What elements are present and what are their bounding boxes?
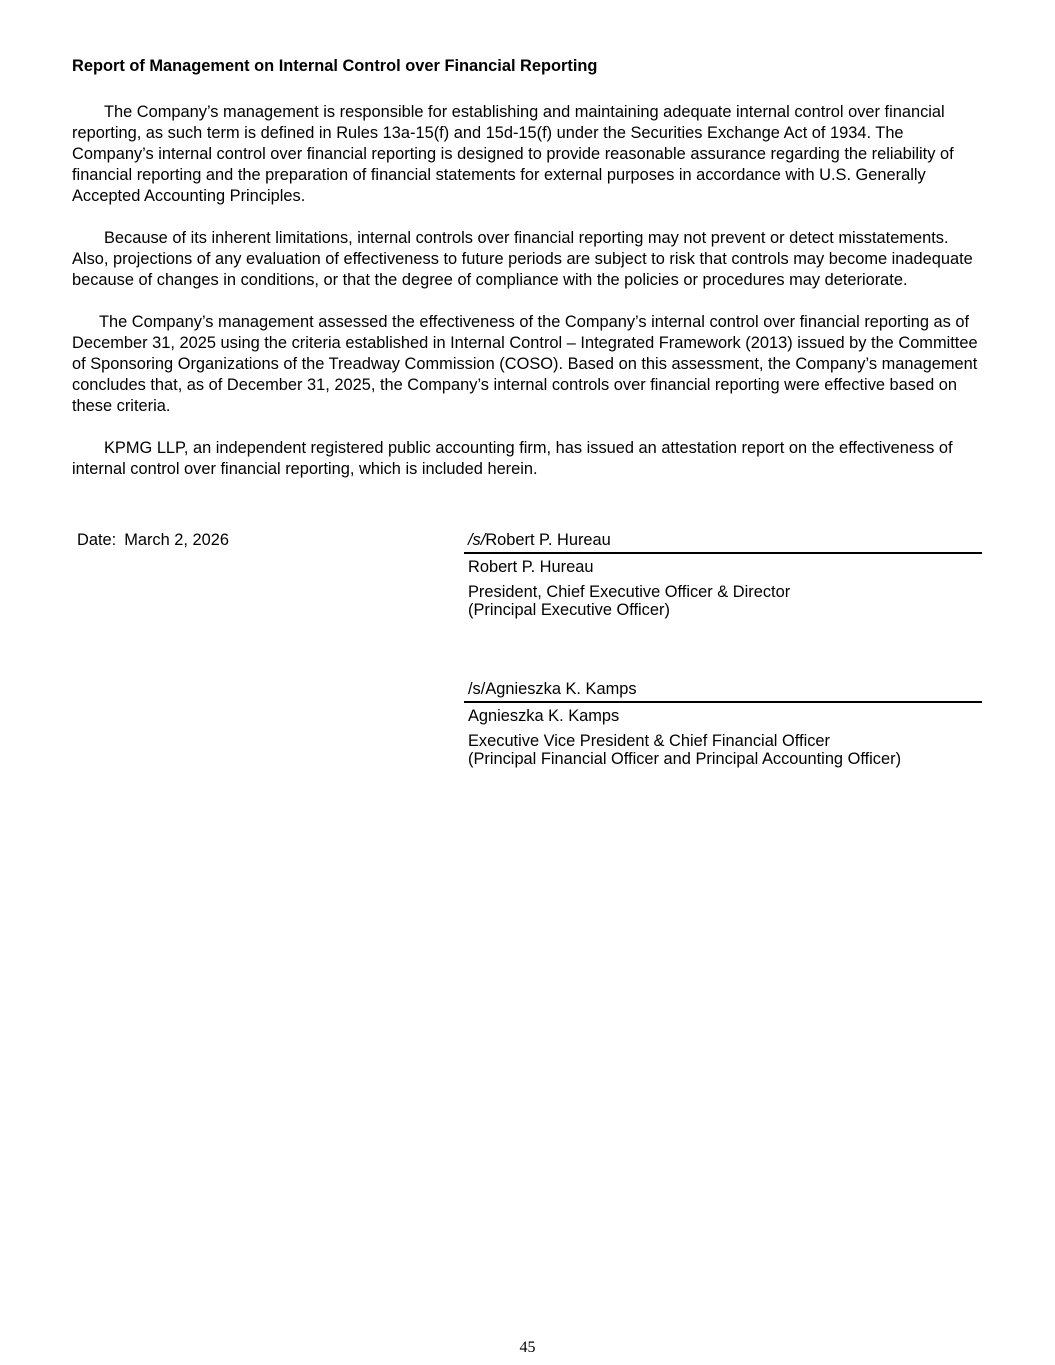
signer-title bbox=[464, 583, 982, 619]
signer-title-line: President, Chief Executive Officer & Director bbox=[468, 583, 791, 601]
report-heading: Report of Management on Internal Control over Financial Reporting bbox=[72, 57, 598, 75]
signature-prefix: /s/ bbox=[468, 680, 486, 698]
page-number: 45 bbox=[519, 1339, 536, 1356]
signer-name: Robert P. Hureau bbox=[468, 558, 594, 576]
signer-title bbox=[464, 732, 982, 768]
report-body bbox=[72, 102, 978, 501]
paragraph-limitations: Because of its inherent limitations, internal controls over financial reporting may not prevent or detect misstatements. Also, projections of any evaluation of effectiveness to future periods are subject to risk that controls may become inadequate because of changes in conditions, or that the degree of compliance with the policies or procedures may deteriorate. bbox=[72, 229, 973, 289]
date-label: Date: bbox=[77, 531, 117, 549]
signature-block-ceo bbox=[464, 530, 982, 619]
date-value: March 2, 2026 bbox=[124, 531, 229, 549]
signer-title-role: (Principal Executive Officer) bbox=[468, 601, 670, 619]
signature-signed: Agnieszka K. Kamps bbox=[485, 680, 637, 698]
signer-name: Agnieszka K. Kamps bbox=[468, 707, 620, 725]
paragraph-responsibility: The Company’s management is responsible for establishing and maintaining adequate internal control over financial reporting, as such term is defined in Rules 13a-15(f) and 15d-15(f) under the Securities Exchange Act of 1934. The Company’s internal control over financial reporting is designed to provide reasonable assurance regarding the reliability of financial reporting and the preparation of financial statements for external purposes in accordance with U.S. Generally Accepted Accounting Principles. bbox=[72, 103, 954, 205]
signature-signed: Robert P. Hureau bbox=[485, 531, 611, 549]
signature-line bbox=[464, 679, 982, 703]
paragraph-auditor: KPMG LLP, an independent registered public accounting firm, has issued an attestation report on the effectiveness of internal control over financial reporting, which is included herein. bbox=[72, 439, 953, 478]
signer-title-line: Executive Vice President & Chief Financial Officer bbox=[468, 732, 830, 750]
signature-prefix: /s/ bbox=[468, 531, 486, 549]
signature-block-cfo bbox=[464, 679, 982, 768]
signature-line bbox=[464, 530, 982, 554]
signature-date bbox=[77, 530, 237, 551]
signer-title-role: (Principal Financial Officer and Principal Accounting Officer) bbox=[468, 750, 902, 768]
paragraph-assessment: The Company’s management assessed the effectiveness of the Company’s internal control over financial reporting as of December 31, 2025 using the criteria established in Internal Control – Integrated Framework (2013) issued by the Committee of Sponsoring Organizations of the Treadway Commission (COSO). Based on this assessment, the Company’s management concludes that, as of December 31, 2025, the Company’s internal controls over financial reporting were effective based on these criteria. bbox=[72, 313, 978, 415]
